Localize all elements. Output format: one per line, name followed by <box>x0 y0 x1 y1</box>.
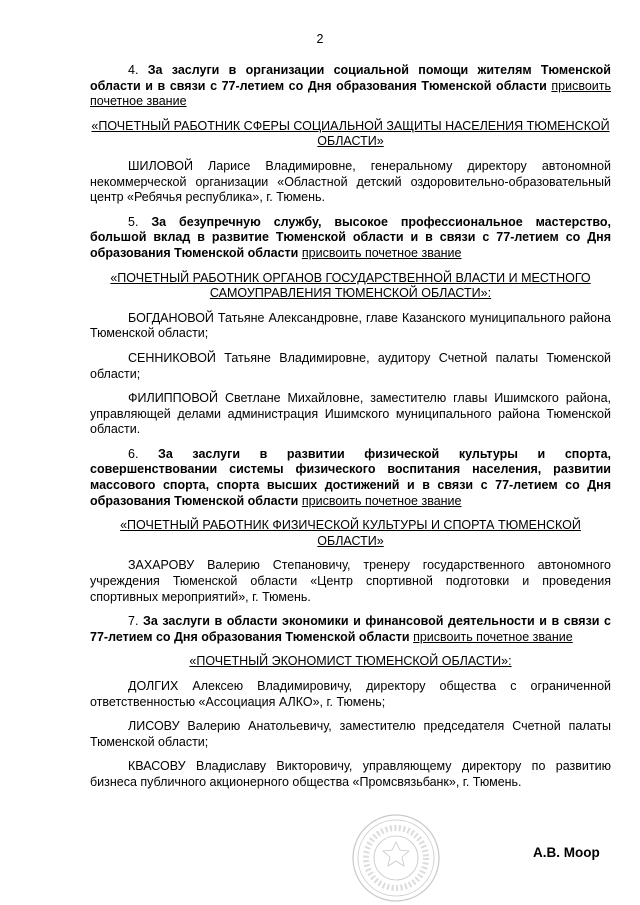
recipient: ЛИСОВУ Валерию Анатольевичу, заместителю председателя Счетной палаты Тюменской области; <box>90 719 611 749</box>
recipient: ШИЛОВОЙ Ларисе Владимировне, генеральному директору автономной некоммерческой организации «Областной детский оздоровительно-образовательный центр «Ребячья республика», г. Тюмень. <box>90 158 611 205</box>
item-7-bold: За заслуги в области экономики и финансовой деятельности и в связи с 77-летием со Дня образования Тюменской области <box>90 614 611 644</box>
item-6-bold: За заслуги в развитии физической культуры и спорта, совершенствовании системы физического воспитания населения, развитии массового спорта, спорта высших достижений и в связи с 77-летием со Дня образования Тюменской области <box>90 446 611 508</box>
recipient: ДОЛГИХ Алексею Владимировичу, директору общества с ограниченной ответственностью «Ассоциация АЛКО», г. Тюмень; <box>90 679 611 709</box>
item-5-text <box>90 215 611 262</box>
item-7-text <box>90 614 611 645</box>
item-4-title: «ПОЧЕТНЫЙ РАБОТНИК СФЕРЫ СОЦИАЛЬНОЙ ЗАЩИТЫ НАСЕЛЕНИЯ ТЮМЕНСКОЙ ОБЛАСТИ» <box>91 118 610 149</box>
signature: А.В. Моор <box>533 845 600 860</box>
item-7-number: 7. <box>128 614 139 629</box>
item-4-number: 4. <box>128 63 139 77</box>
item-4-award: присвоить почетное звание <box>90 78 611 109</box>
item-5-title: «ПОЧЕТНЫЙ РАБОТНИК ОРГАНОВ ГОСУДАРСТВЕННОЙ ВЛАСТИ И МЕСТНОГО САМОУПРАВЛЕНИЯ ТЮМЕНСКОЙ ОБЛАСТИ»: <box>110 270 591 301</box>
item-4-bold: За заслуги в организации социальной помощи жителям Тюменской области и в связи с 77-летием со Дня образования Тюменской области <box>90 63 611 93</box>
recipient: БОГДАНОВОЙ Татьяне Александровне, главе Казанского муниципального района Тюменской области; <box>90 310 611 341</box>
item-7-title: «ПОЧЕТНЫЙ ЭКОНОМИСТ ТЮМЕНСКОЙ ОБЛАСТИ»: <box>189 654 512 669</box>
document-body <box>90 63 611 800</box>
item-6-title: «ПОЧЕТНЫЙ РАБОТНИК ФИЗИЧЕСКОЙ КУЛЬТУРЫ И СПОРТА ТЮМЕНСКОЙ ОБЛАСТИ» <box>120 518 581 548</box>
recipient: ЗАХАРОВУ Валерию Степановичу, тренеру государственного автономного учреждения Тюменской области «Центр спортивной подготовки и проведения спортивных мероприятий», г. Тюмень. <box>90 558 611 604</box>
item-5-number: 5. <box>128 214 139 229</box>
recipient: СЕННИКОВОЙ Татьяне Владимировне, аудитору Счетной палаты Тюменской области; <box>90 350 611 381</box>
item-6-award: присвоить почетное звание <box>301 493 462 508</box>
item-5-award: присвоить почетное звание <box>301 245 462 260</box>
recipient: ФИЛИППОВОЙ Светлане Михайловне, заместителю главы Ишимского района, управляющей делами администрация Ишимского муниципального района Тюменской области. <box>90 391 611 437</box>
seal-stamp <box>350 812 442 904</box>
item-6-number: 6. <box>128 446 139 461</box>
item-6-text <box>90 447 611 509</box>
page-number: 2 <box>316 32 324 46</box>
recipient: КВАСОВУ Владиславу Викторовичу, управляющему директору по развитию бизнеса публичного акционерного общества «Промсвязьбанк», г. Тюмень. <box>90 759 611 789</box>
item-7-award: присвоить почетное звание <box>413 629 573 644</box>
item-4-text <box>90 63 611 110</box>
item-5-bold: За безупречную службу, высокое профессиональное мастерство, большой вклад в развитие Тюменской области и в связи с 77-летием со Дня образования Тюменской области <box>90 214 612 260</box>
